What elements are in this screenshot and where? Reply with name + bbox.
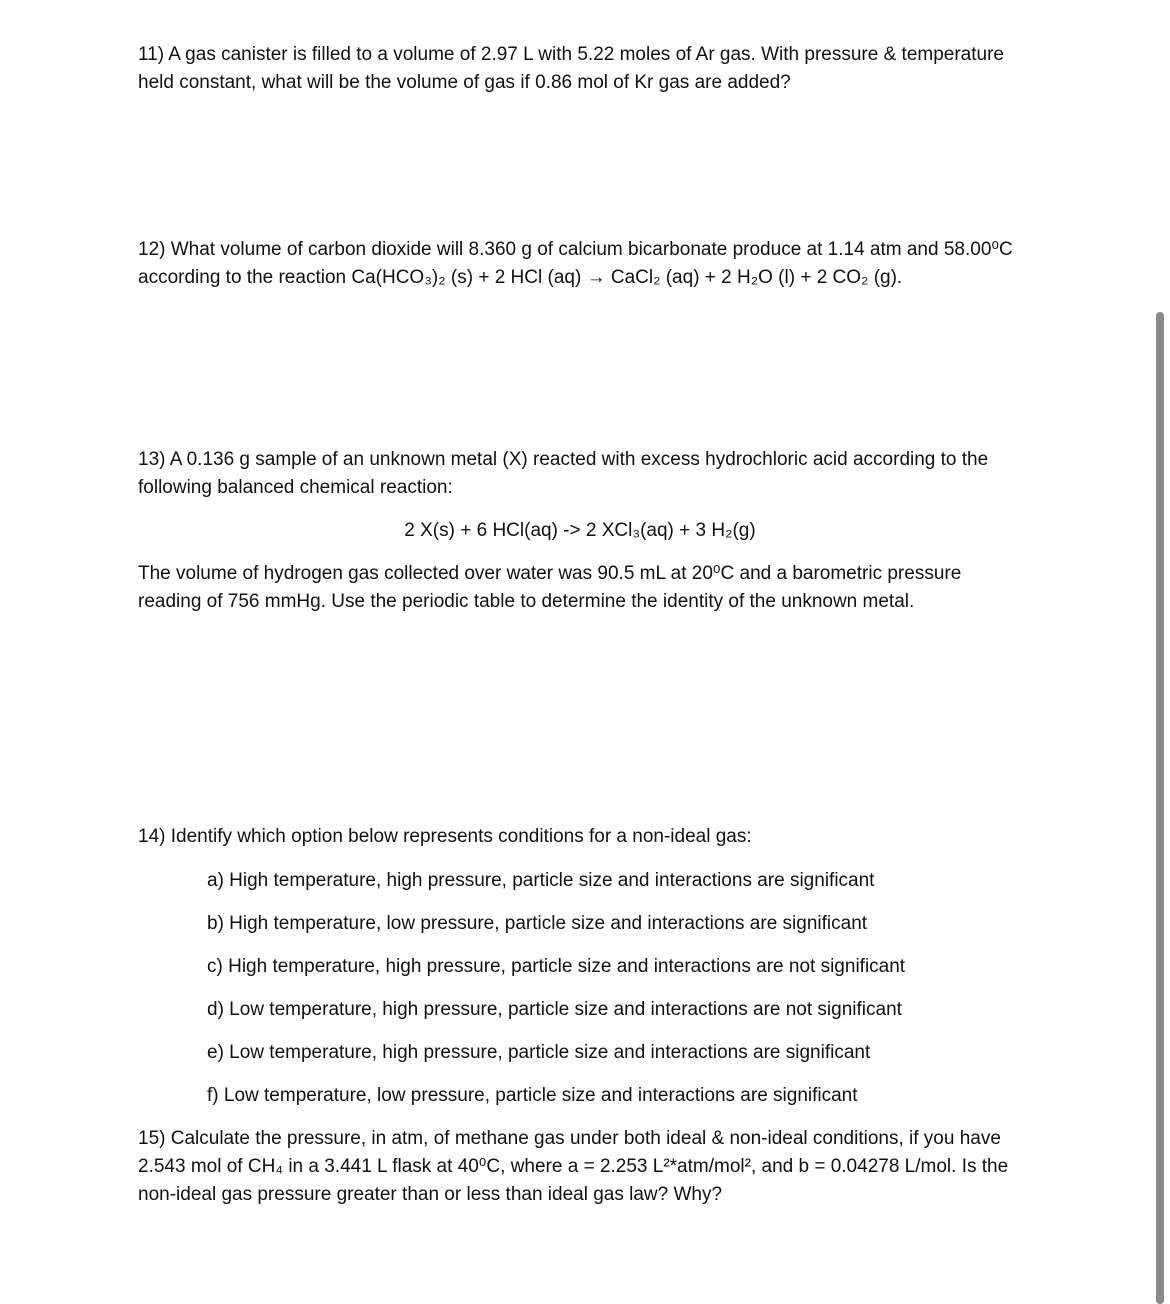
question-14-option-d: d) Low temperature, high pressure, particle size and interactions are not significant — [207, 999, 902, 1020]
question-13-line-2: following balanced chemical reaction: — [138, 477, 453, 498]
question-14-option-e: e) Low temperature, high pressure, particle size and interactions are significant — [207, 1042, 871, 1063]
vertical-scrollbar[interactable] — [1154, 300, 1164, 1304]
question-15-line-2: 2.543 mol of CH₄ in a 3.441 L flask at 40⁰C, where a = 2.253 L²*atm/mol², and b = 0.04278 L/mol. Is the — [138, 1156, 1009, 1177]
question-14-option-c: c) High temperature, high pressure, particle size and interactions are not significant — [207, 956, 906, 977]
question-12-line-2: according to the reaction Ca(HCO₃)₂ (s) + 2 HCl (aq) → CaCl₂ (aq) + 2 H₂O (l) + 2 CO₂ (g). — [138, 267, 903, 288]
question-12-line-1: 12) What volume of carbon dioxide will 8.360 g of calcium bicarbonate produce at 1.14 atm and 58.00⁰C — [138, 239, 1013, 260]
question-13-line-4: reading of 756 mmHg. Use the periodic table to determine the identity of the unknown metal. — [138, 591, 915, 612]
question-11-line-2: held constant, what will be the volume of gas if 0.86 mol of Kr gas are added? — [138, 72, 791, 93]
question-13-equation: 2 X(s) + 6 HCl(aq) -> 2 XCl₃(aq) + 3 H₂(g) — [404, 520, 756, 541]
question-14-option-f: f) Low temperature, low pressure, particle size and interactions are significant — [207, 1085, 858, 1106]
scrollbar-thumb[interactable] — [1156, 312, 1164, 1304]
question-15-line-1: 15) Calculate the pressure, in atm, of methane gas under both ideal & non-ideal conditions, if you have — [138, 1128, 1001, 1149]
question-14-option-b: b) High temperature, low pressure, particle size and interactions are significant — [207, 913, 868, 934]
question-14-option-a: a) High temperature, high pressure, particle size and interactions are significant — [207, 870, 875, 891]
question-11-line-1: 11) A gas canister is filled to a volume of 2.97 L with 5.22 moles of Ar gas. With pressure & temperature — [138, 44, 1004, 65]
question-14-prompt: 14) Identify which option below represents conditions for a non-ideal gas: — [138, 826, 752, 847]
question-13-line-1: 13) A 0.136 g sample of an unknown metal (X) reacted with excess hydrochloric acid according to the — [138, 449, 989, 470]
question-15-line-3: non-ideal gas pressure greater than or less than ideal gas law? Why? — [138, 1184, 723, 1205]
question-13-line-3: The volume of hydrogen gas collected over water was 90.5 mL at 20⁰C and a barometric pressure — [138, 563, 962, 584]
